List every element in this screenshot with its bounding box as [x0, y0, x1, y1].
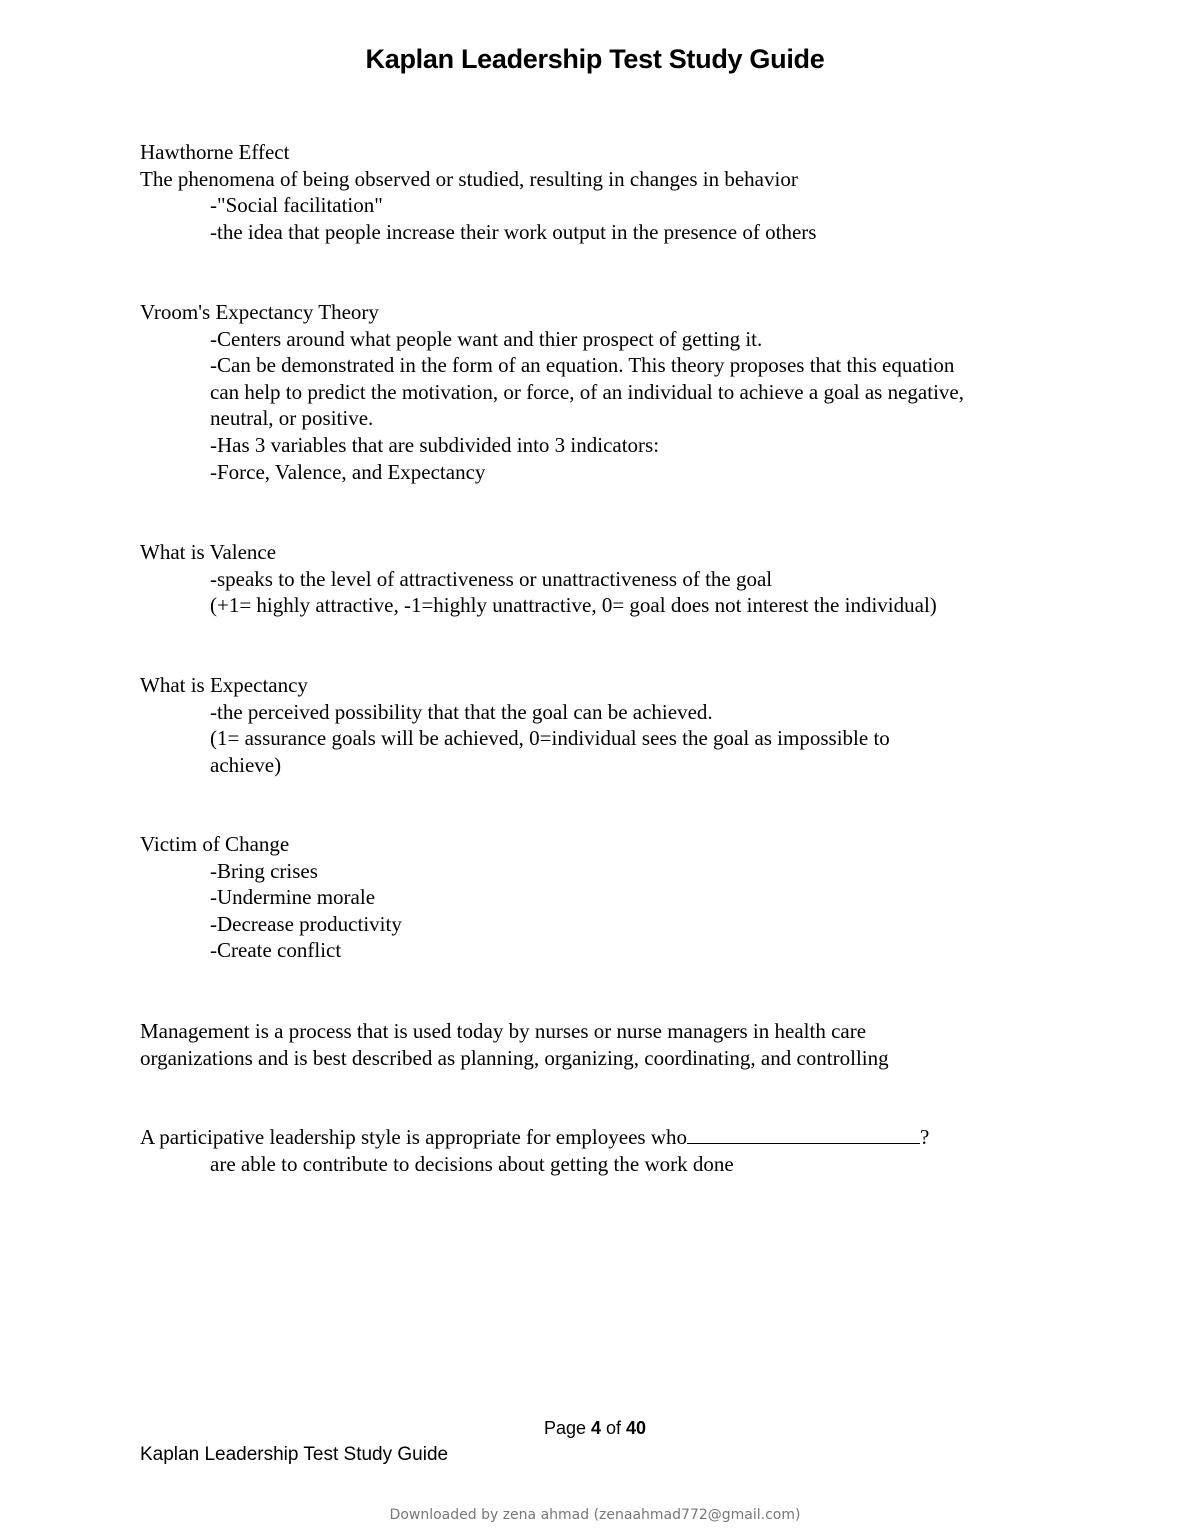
bullet-line: -Has 3 variables that are subdivided into 3 indicators: [210, 432, 660, 457]
bullet-line: -the perceived possibility that that the goal can be achieved. [210, 699, 713, 724]
section-heading: What is Expectancy [140, 673, 308, 697]
bullet-line: neutral, or positive. [210, 406, 374, 431]
bullet-line: (1= assurance goals will be achieved, 0=individual sees the goal as impossible to [210, 726, 890, 751]
bullet-line: -Can be demonstrated in the form of an equation. This theory proposes that this equation [210, 353, 955, 378]
footer-doc-title: Kaplan Leadership Test Study Guide [140, 1444, 449, 1465]
question-line [140, 1124, 1070, 1151]
bullet-line: (+1= highly attractive, -1=highly unattractive, 0= goal does not interest the individual) [210, 593, 937, 618]
section-heading: Vroom's Expectancy Theory [140, 300, 379, 324]
page-current: 4 [590, 1418, 601, 1438]
answer-line: are able to contribute to decisions about getting the work done [210, 1151, 734, 1176]
section-participative [140, 1124, 1070, 1177]
bullet-line: can help to predict the motivation, or force, of an individual to achieve a goal as negative, [210, 379, 964, 404]
download-watermark: Downloaded by zena ahmad (zenaahmad772@gmail.com) [389, 1507, 801, 1523]
page-of: of [601, 1418, 627, 1438]
page-title: Kaplan Leadership Test Study Guide [365, 44, 825, 74]
fill-in-blank [687, 1125, 920, 1144]
section-heading: Victim of Change [140, 832, 290, 856]
question-text: A participative leadership style is appropriate for employees who [140, 1125, 687, 1149]
bullet-line: -Bring crises [210, 858, 318, 883]
bullet-line: -Decrease productivity [210, 911, 402, 936]
section-victim-of-change [140, 831, 1070, 964]
paragraph-line: Management is a process that is used today by nurses or nurse managers in health care [140, 1019, 867, 1043]
bullet-line: achieve) [210, 752, 282, 777]
definition-text: The phenomena of being observed or studied, resulting in changes in behavior [140, 166, 798, 191]
bullet-line: -Undermine morale [210, 885, 376, 910]
section-heading: Hawthorne Effect [140, 140, 290, 164]
section-vroom [140, 299, 1070, 485]
bullet-line: -Create conflict [210, 938, 342, 963]
bullet-line: -speaks to the level of attractiveness or unattractiveness of the goal [210, 566, 773, 591]
section-heading: What is Valence [140, 540, 277, 564]
bullet-line: -Force, Valence, and Expectancy [210, 459, 486, 484]
page-number [0, 1418, 1190, 1439]
bullet-line: -Centers around what people want and thier prospect of getting it. [210, 326, 763, 351]
section-management [140, 1018, 1070, 1071]
section-expectancy [140, 672, 1070, 778]
page-total: 40 [626, 1418, 647, 1438]
page-prefix: Page [543, 1418, 591, 1438]
section-valence [140, 539, 1070, 619]
bullet-line: -the idea that people increase their work output in the presence of others [210, 219, 817, 244]
question-mark: ? [920, 1125, 930, 1149]
paragraph-line: organizations and is best described as planning, organizing, coordinating, and controlling [140, 1045, 889, 1070]
section-hawthorne [140, 139, 1070, 245]
bullet-line: -"Social facilitation" [210, 193, 383, 218]
